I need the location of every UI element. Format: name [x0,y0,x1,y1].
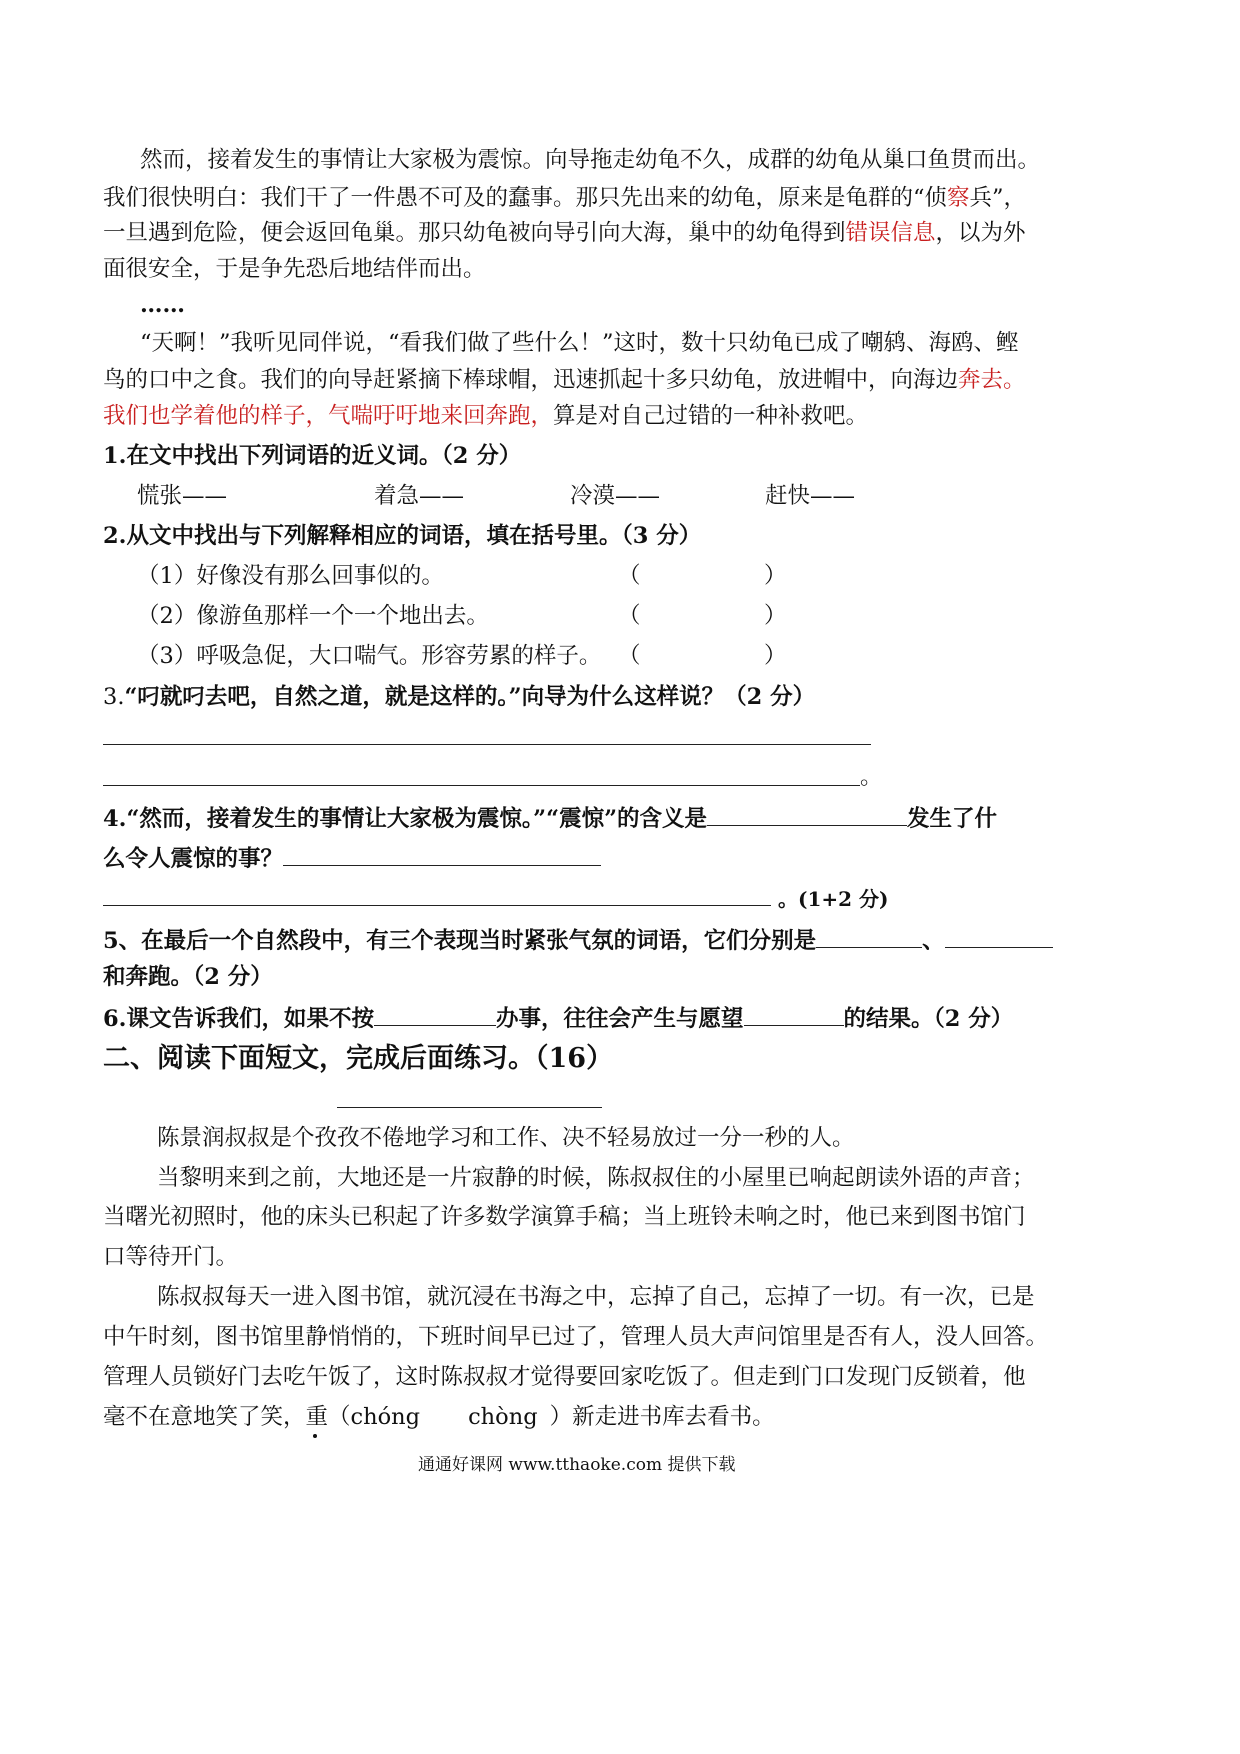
q1-word: 着急—— [374,483,465,509]
passage-line: 一旦遇到危险，便会返回龟巢。那只幼龟被向导引向大海，巢中的幼龟得到错误信息，以为外 [103,220,1026,246]
q1-word: 赶快—— [765,483,856,509]
answer-blank[interactable] [945,925,1053,948]
q2-open-paren: （ [618,643,641,669]
answer-blank[interactable] [707,803,907,826]
page-footer: 通通好课网 www.tthaoke.com 提供下载 [418,1455,736,1475]
question-3-title: 3.“叼就叼去吧，自然之道，就是这样的。”向导为什么这样说？（2 分） [103,684,816,710]
marked-character: 重 [305,1404,329,1430]
q2-close-paren: ） [764,603,787,629]
highlight-text: 察 [947,185,970,211]
q2-open-paren: （ [618,563,641,589]
highlight-text: 错误信息 [845,220,936,246]
answer-line[interactable] [103,905,771,906]
section-heading: 二、阅读下面短文，完成后面练习。（16） [103,1043,614,1074]
q2-close-paren: ） [764,563,787,589]
answer-line[interactable] [103,744,871,745]
question-2-title: 2.从文中找出与下列解释相应的词语，填在括号里。（3 分） [103,523,702,549]
highlight-text: 我们也学着他的样子，气喘吁吁地来回奔跑， [103,403,554,429]
question-4-score: 。(1+2 分) [778,887,889,911]
q2-item: （3）呼吸急促，大口喘气。形容劳累的样子。 [137,643,602,669]
q2-item: （2）像游鱼那样一个一个地出去。 [137,603,489,629]
title-blank-line[interactable] [337,1107,602,1108]
q2-open-paren: （ [618,603,641,629]
passage-line: 毫不在意地笑了笑，重（chóng chòng ）新走进书库去看书。 [103,1404,775,1430]
question-4-line: 么令人震惊的事？ [103,843,601,874]
question-5-line: 和奔跑。（2 分） [103,964,273,990]
answer-blank[interactable] [283,843,601,866]
passage-line: 口等待开门。 [103,1244,239,1270]
passage-line: 当曙光初照时，他的床头已积起了许多数学演算手稿；当上班铃未响之时，他已来到图书馆门 [103,1204,1026,1230]
answer-blank[interactable] [744,1003,844,1026]
question-1-title: 1.在文中找出下列词语的近义词。（2 分） [103,443,522,469]
answer-blank[interactable] [816,925,922,948]
q2-close-paren: ） [764,643,787,669]
answer-end-mark: 。 [860,764,883,790]
passage-line: 我们很快明白：我们干了一件愚不可及的蠢事。那只先出来的幼龟，原来是龟群的“侦察兵”， [103,185,1027,211]
question-5-line: 5、在最后一个自然段中，有三个表现当时紧张气氛的词语，它们分别是 、 [103,925,1053,956]
q1-word: 慌张—— [137,483,228,509]
answer-line[interactable] [103,785,860,786]
highlight-text: 奔去。 [958,367,1026,393]
q1-word: 冷漠—— [570,483,661,509]
passage-line: 陈景润叔叔是个孜孜不倦地学习和工作、决不轻易放过一分一秒的人。 [157,1125,855,1151]
q2-item: （1）好像没有那么回事似的。 [137,563,444,589]
passage-line: 然而，接着发生的事情让大家极为震惊。向导拖走幼龟不久，成群的幼龟从巢口鱼贯而出。 [140,147,1041,173]
question-4-line: 4.“然而，接着发生的事情让大家极为震惊。”“震惊”的含义是 发生了什 [103,803,997,834]
passage-line: 陈叔叔每天一进入图书馆，就沉浸在书海之中，忘掉了自己，忘掉了一切。有一次，已是 [157,1284,1035,1310]
question-6-line: 6.课文告诉我们，如果不按 办事，往往会产生与愿望 的结果。（2 分） [103,1003,1013,1034]
emphasis-dot [313,1434,317,1438]
passage-line: 管理人员锁好门去吃午饭了，这时陈叔叔才觉得要回家吃饭了。但走到门口发现门反锁着，他 [103,1364,1026,1390]
ellipsis: …… [140,292,185,318]
passage-line: 中午时刻，图书馆里静悄悄的，下班时间早已过了，管理人员大声问馆里是否有人，没人回答。 [103,1324,1049,1350]
passage-line: 当黎明来到之前，大地还是一片寂静的时候，陈叔叔住的小屋里已响起朗读外语的声音； [157,1165,1035,1191]
passage-line: 我们也学着他的样子，气喘吁吁地来回奔跑，算是对自己过错的一种补救吧。 [103,403,869,429]
passage-line: 鸟的口中之食。我们的向导赶紧摘下棒球帽，迅速抓起十多只幼龟，放进帽中，向海边奔去。 [103,367,1026,393]
passage-line: 面很安全，于是争先恐后地结伴而出。 [103,256,486,282]
passage-line: “天啊！”我听见同伴说，“看我们做了些什么！”这时，数十只幼龟已成了嘲鸫、海鸥、鲣 [140,330,1019,356]
answer-blank[interactable] [374,1003,496,1026]
